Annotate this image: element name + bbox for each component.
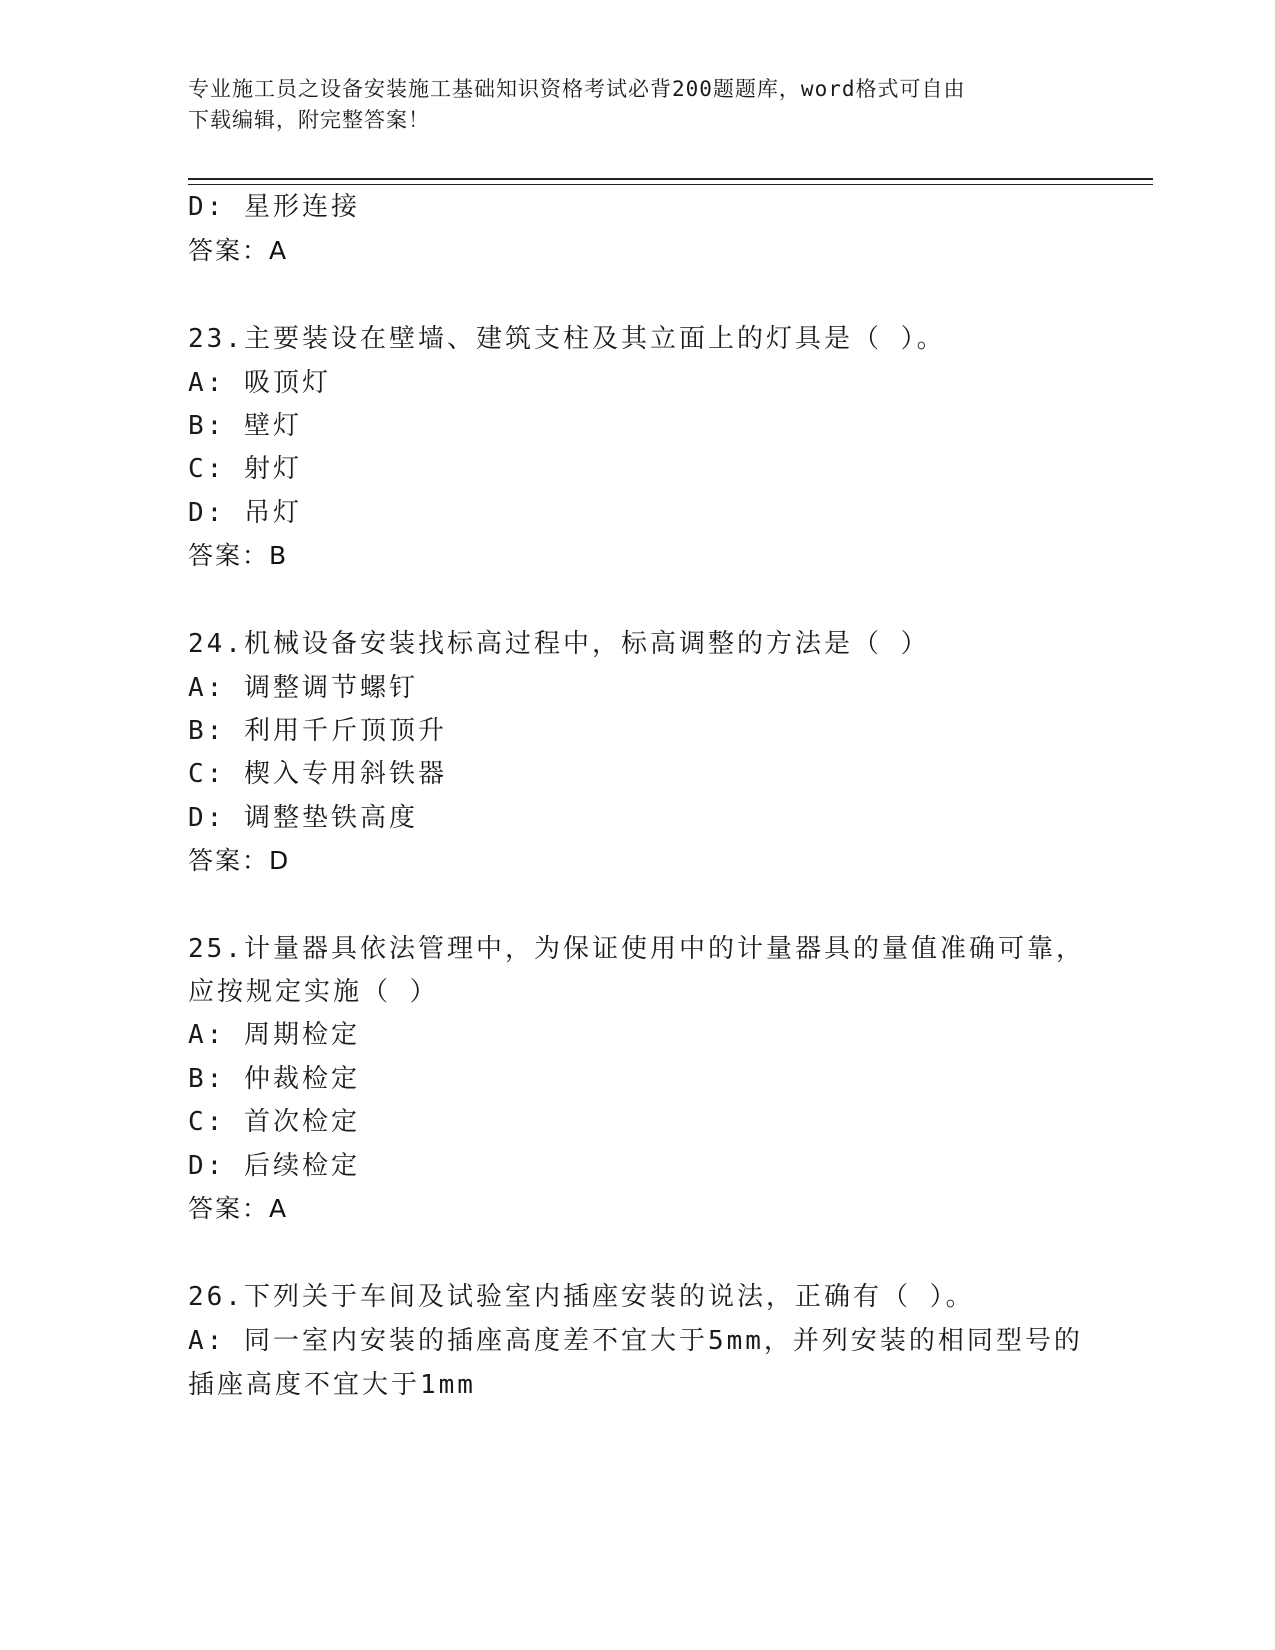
q25-option-b: B: 仲裁检定 [188, 1064, 360, 1094]
q24-option-d: D: 调整垫铁高度 [188, 803, 418, 833]
prev-option-d: D: 星形连接 [188, 192, 360, 222]
header-line-1: 专业施工员之设备安装施工基础知识资格考试必背200题题库，word格式可自由 [188, 77, 966, 101]
document-header [188, 74, 1088, 136]
q23-option-c: C: 射灯 [188, 454, 302, 484]
q25-stem-line-2: 应按规定实施（ ） [188, 977, 439, 1007]
header-divider-thin [188, 184, 1153, 185]
q26-option-a-line-1: A: 同一室内安装的插座高度差不宜大于5mm，并列安装的相同型号的 [188, 1326, 1083, 1356]
q23-option-d: D: 吊灯 [188, 498, 302, 528]
q24-stem: 24.机械设备安装找标高过程中，标高调整的方法是（ ） [188, 629, 930, 659]
q23-answer: 答案：B [188, 541, 289, 570]
q26-option-a-line-2: 插座高度不宜大于1mm [188, 1370, 476, 1400]
q23-stem: 23.主要装设在壁墙、建筑支柱及其立面上的灯具是（ ）。 [188, 324, 946, 354]
q24-option-a: A: 调整调节螺钉 [188, 673, 418, 703]
q25-stem-line-1: 25.计量器具依法管理中，为保证使用中的计量器具的量值准确可靠， [188, 934, 1085, 964]
header-line-2: 下载编辑，附完整答案！ [188, 108, 430, 132]
q24-answer: 答案：D [188, 846, 291, 875]
q25-answer: 答案：A [188, 1194, 289, 1223]
q24-option-b: B: 利用千斤顶顶升 [188, 716, 447, 746]
q25-option-d: D: 后续检定 [188, 1151, 360, 1181]
q24-option-c: C: 楔入专用斜铁器 [188, 759, 447, 789]
q25-option-c: C: 首次检定 [188, 1107, 360, 1137]
q23-option-a: A: 吸顶灯 [188, 368, 331, 398]
q25-option-a: A: 周期检定 [188, 1020, 360, 1050]
prev-answer: 答案：A [188, 236, 289, 265]
header-divider-thick [188, 178, 1153, 180]
q26-stem: 26.下列关于车间及试验室内插座安装的说法，正确有（ ）。 [188, 1282, 975, 1312]
q23-option-b: B: 壁灯 [188, 411, 302, 441]
